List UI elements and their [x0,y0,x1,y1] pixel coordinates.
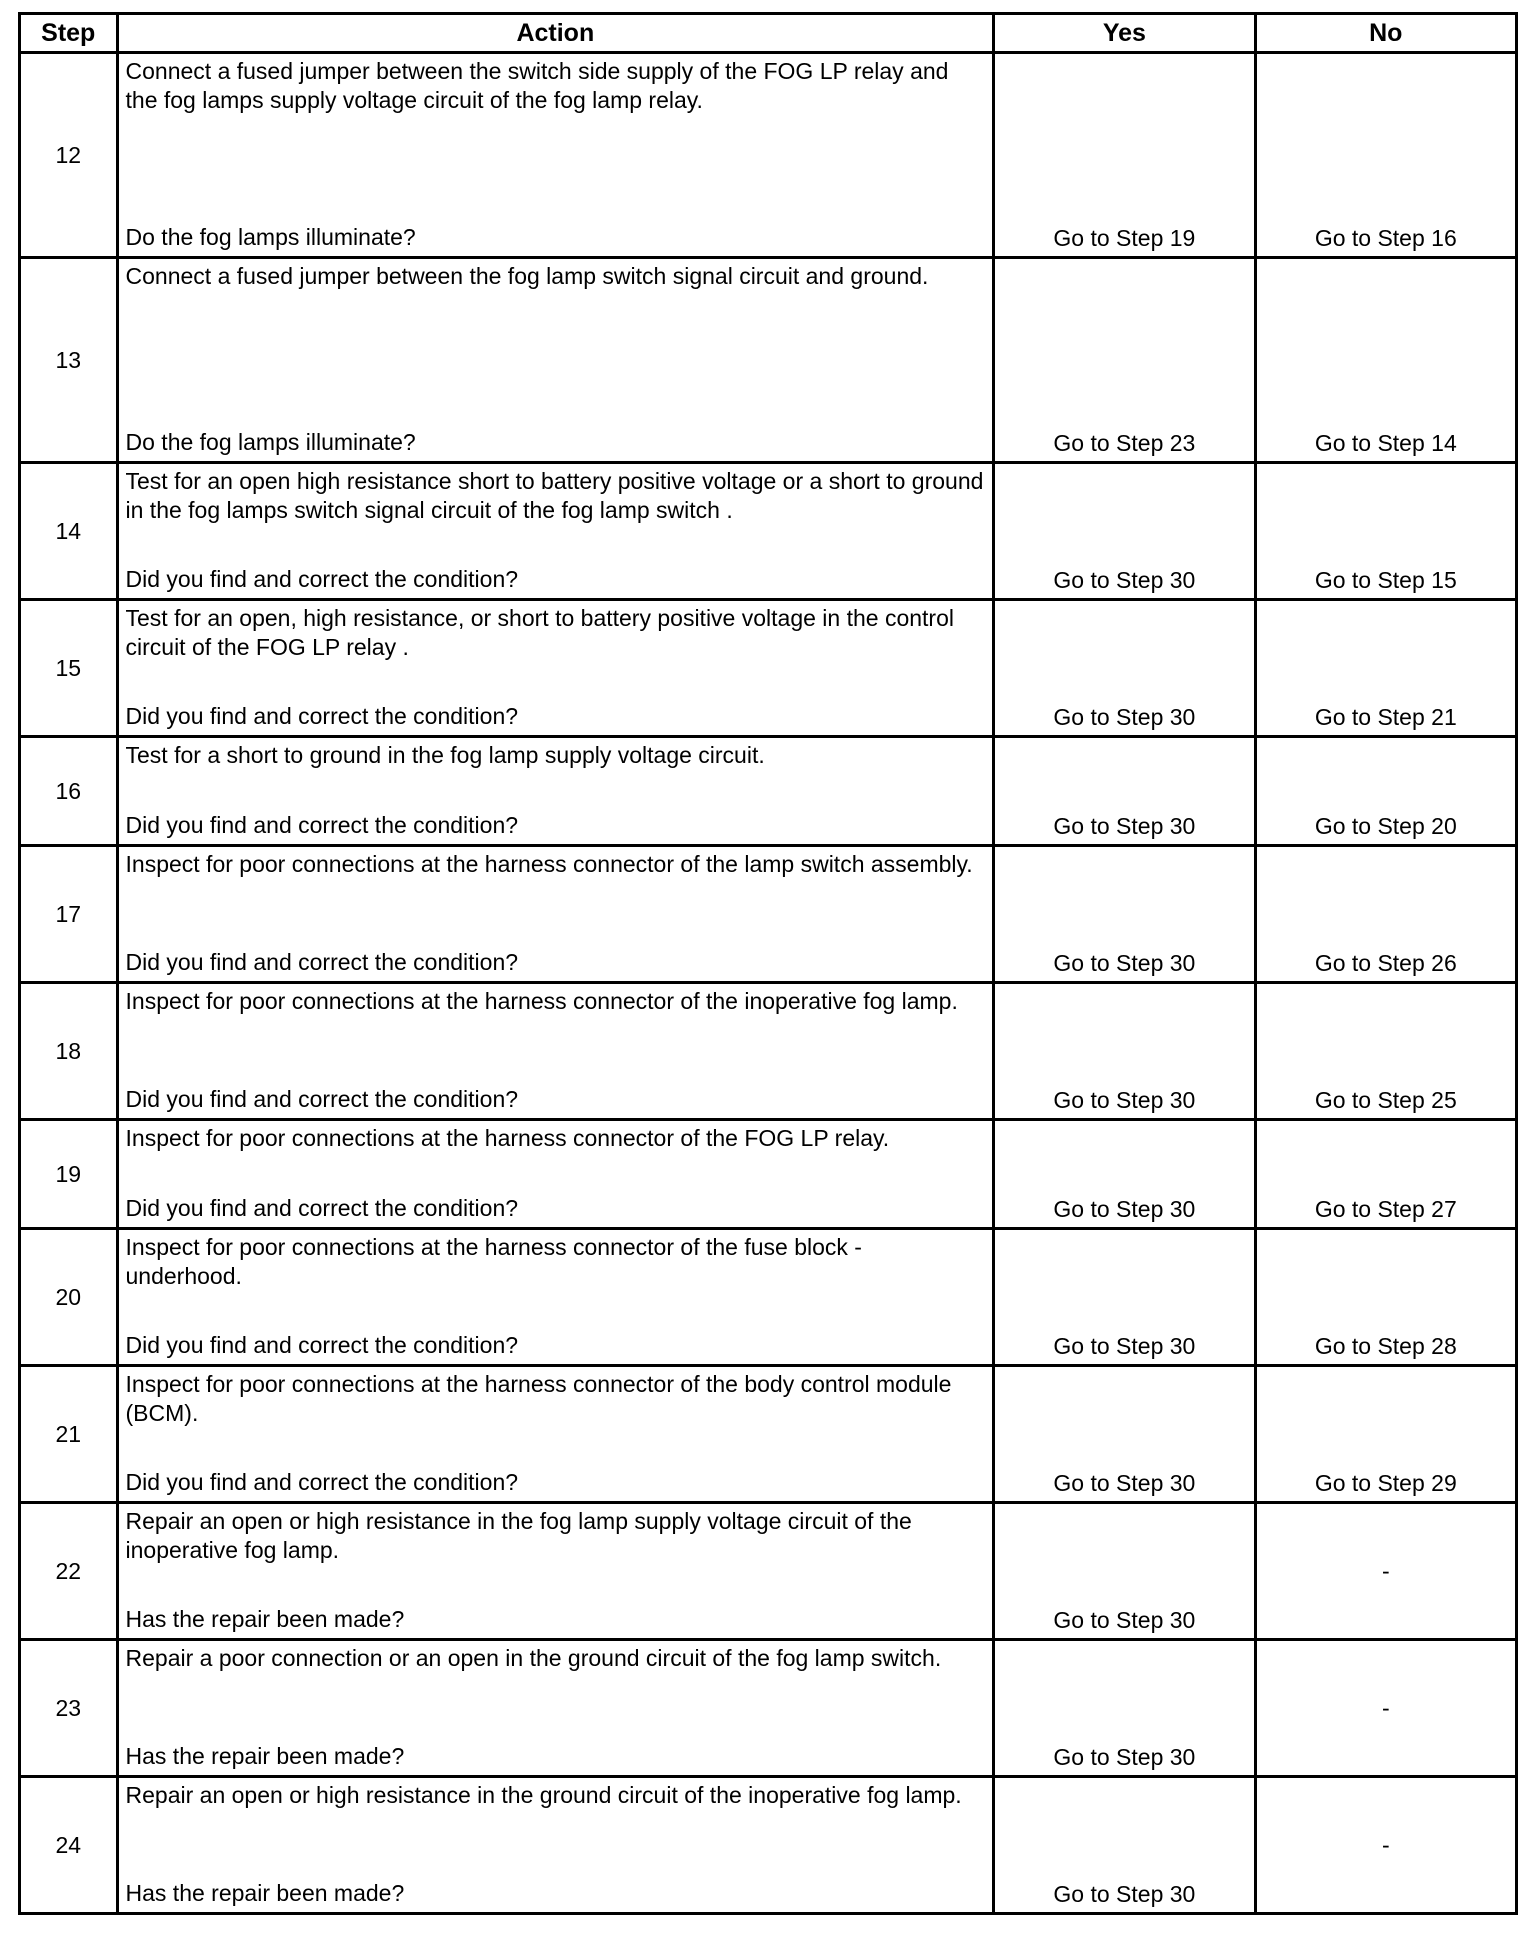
action-cell [117,1120,994,1229]
action-cell [117,1229,994,1366]
action-cell [117,600,994,737]
action-cell [117,1503,994,1640]
yes-result: Go to Step 30 [994,1229,1255,1366]
action-cell [117,846,994,983]
step-number: 21 [20,1366,118,1503]
yes-result: Go to Step 30 [994,1503,1255,1640]
action-cell [117,983,994,1120]
table-row [20,846,1517,983]
step-number: 23 [20,1640,118,1777]
action-text: Test for an open high resistance short to battery positive voltage or a short to ground in the fog lamps switch signal circuit of the fog lamp switch . [125,468,984,523]
yes-result: Go to Step 30 [994,846,1255,983]
action-cell [117,1640,994,1777]
no-result: - [1255,1777,1516,1914]
step-number: 16 [20,737,118,846]
step-number: 17 [20,846,118,983]
action-question: Do the fog lamps illuminate? [125,224,416,250]
table-row [20,737,1517,846]
action-cell [117,1366,994,1503]
action-cell [117,258,994,463]
action-text: Repair a poor connection or an open in the ground circuit of the fog lamp switch. [125,1645,942,1671]
action-cell [117,53,994,258]
no-result: Go to Step 25 [1255,983,1516,1120]
yes-result: Go to Step 30 [994,600,1255,737]
action-question: Did you find and correct the condition? [125,812,519,838]
action-text: Test for an open, high resistance, or short to battery positive voltage in the control circuit of the FOG LP relay . [125,605,954,660]
no-result: Go to Step 21 [1255,600,1516,737]
table-row [20,1120,1517,1229]
step-number: 20 [20,1229,118,1366]
step-number: 19 [20,1120,118,1229]
no-result: Go to Step 20 [1255,737,1516,846]
diagnostic-table [18,12,1518,1915]
table-row [20,600,1517,737]
action-question: Do the fog lamps illuminate? [125,429,416,455]
header-no: No [1255,14,1516,53]
yes-result: Go to Step 30 [994,1640,1255,1777]
yes-result: Go to Step 30 [994,1366,1255,1503]
step-number: 22 [20,1503,118,1640]
header-action: Action [117,14,994,53]
yes-result: Go to Step 23 [994,258,1255,463]
no-result: Go to Step 14 [1255,258,1516,463]
no-result: Go to Step 27 [1255,1120,1516,1229]
action-question: Has the repair been made? [125,1880,405,1906]
action-question: Did you find and correct the condition? [125,1332,519,1358]
action-text: Inspect for poor connections at the harness connector of the lamp switch assembly. [125,851,973,877]
table-row [20,983,1517,1120]
table-row [20,258,1517,463]
action-question: Did you find and correct the condition? [125,949,519,975]
step-number: 24 [20,1777,118,1914]
no-result: Go to Step 15 [1255,463,1516,600]
no-result: Go to Step 29 [1255,1366,1516,1503]
table-row [20,1777,1517,1914]
action-question: Did you find and correct the condition? [125,566,519,592]
table-row [20,1366,1517,1503]
table-row [20,53,1517,258]
no-result: Go to Step 26 [1255,846,1516,983]
no-result: - [1255,1640,1516,1777]
table-row [20,1229,1517,1366]
yes-result: Go to Step 30 [994,1777,1255,1914]
header-step: Step [20,14,118,53]
action-question: Did you find and correct the condition? [125,703,519,729]
step-number: 12 [20,53,118,258]
table-row [20,1503,1517,1640]
action-text: Inspect for poor connections at the harness connector of the FOG LP relay. [125,1125,890,1151]
step-number: 13 [20,258,118,463]
action-text: Repair an open or high resistance in the fog lamp supply voltage circuit of the inoperative fog lamp. [125,1508,912,1563]
action-text: Inspect for poor connections at the harness connector of the body control module (BCM). [125,1371,952,1426]
action-text: Connect a fused jumper between the switch side supply of the FOG LP relay and the fog lamps supply voltage circuit of the fog lamp relay. [125,58,949,113]
action-question: Has the repair been made? [125,1606,405,1632]
step-number: 14 [20,463,118,600]
yes-result: Go to Step 30 [994,463,1255,600]
action-question: Has the repair been made? [125,1743,405,1769]
yes-result: Go to Step 30 [994,1120,1255,1229]
step-number: 18 [20,983,118,1120]
table-row [20,1640,1517,1777]
yes-result: Go to Step 30 [994,983,1255,1120]
no-result: Go to Step 16 [1255,53,1516,258]
header-yes: Yes [994,14,1255,53]
action-text: Connect a fused jumper between the fog lamp switch signal circuit and ground. [125,263,929,289]
no-result: Go to Step 28 [1255,1229,1516,1366]
action-text: Repair an open or high resistance in the ground circuit of the inoperative fog lamp. [125,1782,962,1808]
action-cell [117,1777,994,1914]
action-text: Inspect for poor connections at the harness connector of the inoperative fog lamp. [125,988,958,1014]
action-cell [117,463,994,600]
action-text: Inspect for poor connections at the harness connector of the fuse block - underhood. [125,1234,862,1289]
step-number: 15 [20,600,118,737]
yes-result: Go to Step 19 [994,53,1255,258]
action-text: Test for a short to ground in the fog lamp supply voltage circuit. [125,742,765,768]
action-question: Did you find and correct the condition? [125,1086,519,1112]
header-row [20,14,1517,53]
action-question: Did you find and correct the condition? [125,1195,519,1221]
action-question: Did you find and correct the condition? [125,1469,519,1495]
table-row [20,463,1517,600]
action-cell [117,737,994,846]
yes-result: Go to Step 30 [994,737,1255,846]
no-result: - [1255,1503,1516,1640]
